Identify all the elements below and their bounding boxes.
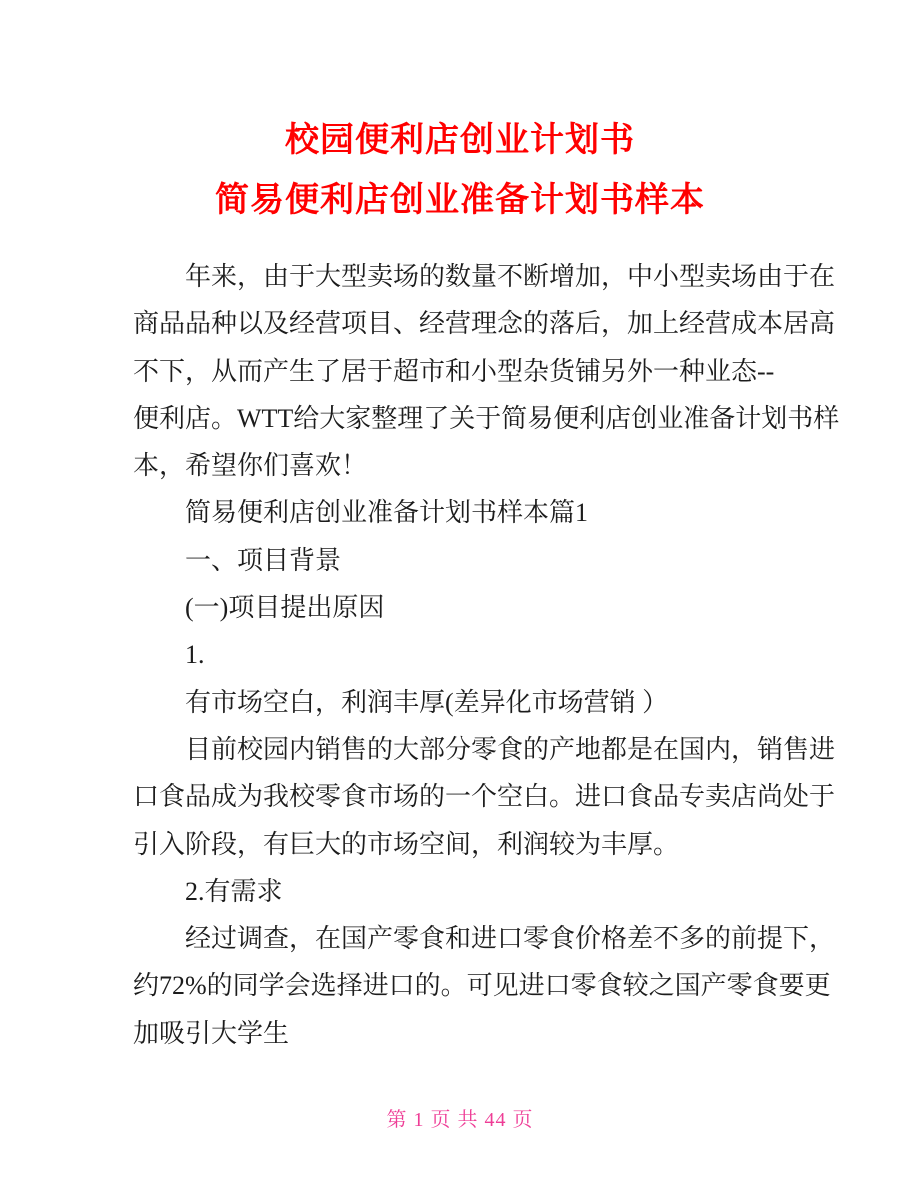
document-body: [133, 253, 840, 1057]
text-line: 口食品成为我校零食市场的一个空白。进口食品专卖店尚处于: [133, 782, 836, 812]
page-number-footer: 第 1 页 共 44 页: [386, 1109, 534, 1131]
text-line: 约72%的同学会选择进口的。可见进口零食较之国产零食要更: [133, 971, 831, 1001]
text-line: 一、项目背景: [185, 545, 342, 575]
text-line: 目前校园内销售的大部分零食的产地都是在国内，销售进: [185, 734, 836, 764]
text-line: 引入阶段，有巨大的市场空间，利润较为丰厚。: [133, 829, 680, 859]
text-line: 年来，由于大型卖场的数量不断增加，中小型卖场由于在: [185, 262, 836, 291]
doc-title-primary: 校园便利店创业计划书: [285, 121, 635, 159]
text-line: 2.有需求: [185, 876, 283, 906]
text-line: 经过调查，在国产零食和进口零食价格差不多的前提下，: [185, 924, 836, 954]
text-line: (一)项目提出原因: [185, 593, 385, 623]
text-line: 1.: [185, 640, 205, 670]
text-line: 不下，从而产生了居于超市和小型杂货铺另外一种业态--: [133, 356, 775, 386]
text-line: 商品品种以及经营项目、经营理念的落后，加上经营成本居高: [133, 309, 836, 339]
doc-title-secondary: 简易便利店创业准备计划书样本: [215, 181, 705, 219]
text-line: 便利店。WTT给大家整理了关于简易便利店创业准备计划书样: [133, 403, 840, 433]
text-line: 有市场空白，利润丰厚(差异化市场营销 ）: [185, 687, 669, 717]
text-line: 本，希望你们喜欢！: [133, 451, 368, 481]
text-line: 加吸引大学生: [133, 1018, 290, 1048]
text-line: 简易便利店创业准备计划书样本篇1: [185, 498, 589, 528]
